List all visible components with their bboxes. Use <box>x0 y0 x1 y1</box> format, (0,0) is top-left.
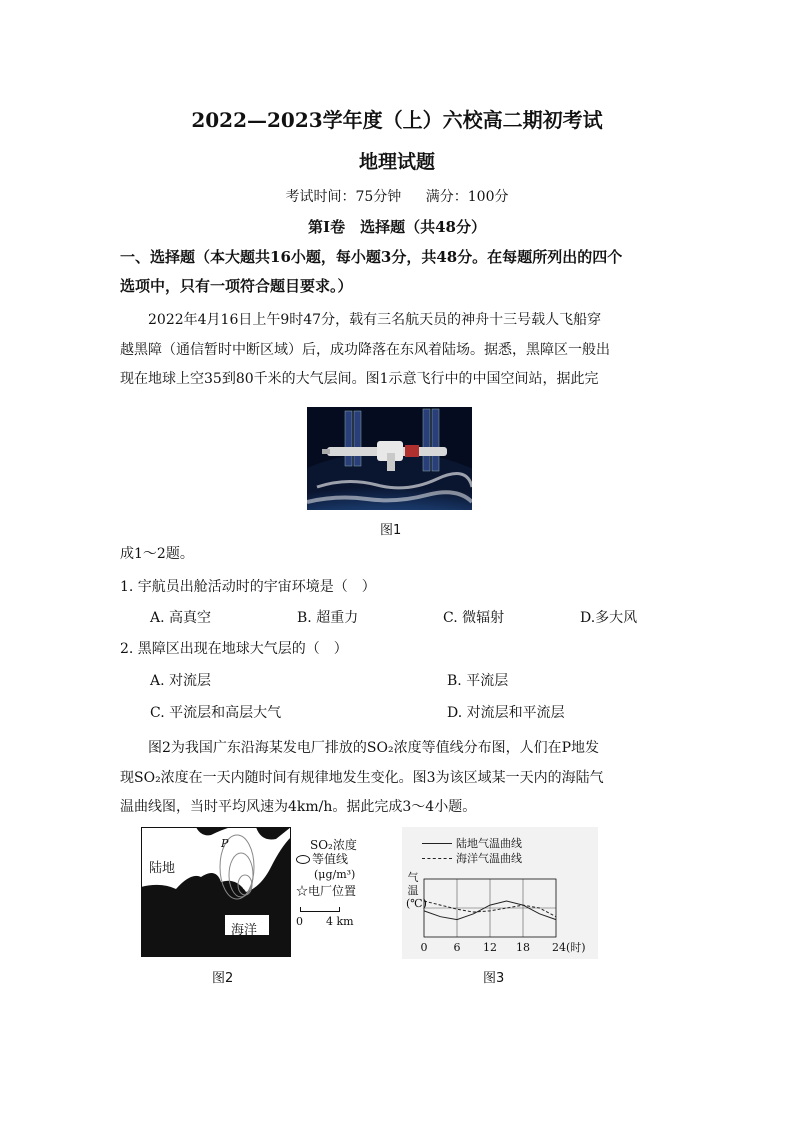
passage-1-line2: 越黑障（通信暂时中断区域）后，成功降落在东风着陆场。据悉，黑障区一般出 <box>120 341 610 358</box>
passage-1-continuation: 成1～2题。 <box>120 546 194 562</box>
svg-text:☆: ☆ <box>240 882 250 892</box>
exam-time: 考试时间：75分钟 <box>285 189 402 205</box>
scale-value: 4 km <box>326 915 354 928</box>
question-1-option-d: D.多大风 <box>580 610 638 626</box>
sea-label: 海洋 <box>231 923 258 938</box>
x-tick-label-4: 24(时) <box>552 941 586 954</box>
legend-sea-line <box>422 858 452 859</box>
figure-1-caption: 图1 <box>380 523 402 538</box>
scale-zero: 0 <box>296 915 303 928</box>
legend-so2: SO₂浓度 <box>310 838 357 852</box>
legend-isoline: 等值线 <box>312 852 349 866</box>
question-2-option-d: D. 对流层和平流层 <box>447 705 565 721</box>
exam-title: 2022—2023学年度（上）六校高二期初考试 <box>191 108 603 132</box>
passage-1-line1: 2022年4月16日上午9时47分，载有三名航天员的神舟十三号载人飞船穿 <box>148 312 602 328</box>
subject-title: 地理试题 <box>358 151 435 173</box>
section-heading-line2: 选项中，只有一项符合题目要求。） <box>120 277 353 295</box>
x-tick-label-3: 18 <box>516 941 530 954</box>
passage-2-line1: 图2为我国广东沿海某发电厂排放的SO₂浓度等值线分布图，人们在P地发 <box>148 740 600 756</box>
scale-bar <box>300 907 340 912</box>
question-2-option-c: C. 平流层和高层大气 <box>150 705 282 721</box>
question-1-option-b: B. 超重力 <box>297 610 359 626</box>
legend-unit: (μg/m³) <box>314 868 356 881</box>
passage-2 <box>120 734 676 823</box>
question-2-option-a: A. 对流层 <box>150 673 212 689</box>
passage-2-line2: 现SO₂浓度在一天内随时间有规律地发生变化。图3为该区域某一天内的海陆气 <box>120 769 604 786</box>
isoline-icon <box>296 855 310 864</box>
x-tick-label-0: 0 <box>420 941 428 954</box>
land-label: 陆地 <box>149 861 176 876</box>
passage-2-line3: 温曲线图，当时平均风速为4km/h。据此完成3～4小题。 <box>120 799 477 815</box>
question-2-option-b: B. 平流层 <box>447 673 509 689</box>
x-tick-label-2: 12 <box>483 941 497 954</box>
legend-land-label: 陆地气温曲线 <box>456 837 522 850</box>
y-axis-label: 气温(℃) <box>406 871 427 910</box>
question-1-option-a: A. 高真空 <box>150 610 212 626</box>
x-tick-label-1: 6 <box>453 941 461 954</box>
section-heading <box>120 243 680 301</box>
question-1-stem: 1. 宇航员出舱活动时的宇宙环境是（ ） <box>120 579 376 595</box>
passage-1 <box>120 306 676 395</box>
figure-3-caption: 图3 <box>483 971 505 986</box>
legend-plant: ☆电厂位置 <box>296 884 357 898</box>
exam-score: 满分：100分 <box>425 189 509 205</box>
figure-2-legend <box>292 827 402 957</box>
passage-1-line3: 现在地球上空35到80千米的大气层间。图1示意飞行中的中国空间站，据此完 <box>120 371 599 387</box>
legend-land-line <box>422 843 452 844</box>
legend-sea-label: 海洋气温曲线 <box>456 852 522 865</box>
temperature-chart <box>402 827 598 959</box>
part-heading: 第Ⅰ卷 选择题（共48分） <box>308 218 486 236</box>
section-heading-line1: 一、选择题（本大题共16小题，每小题3分，共48分。在每题所列出的四个 <box>120 248 623 266</box>
question-1-option-c: C. 微辐射 <box>443 610 505 626</box>
point-p-label: P <box>221 837 229 850</box>
figure-2-caption: 图2 <box>212 971 234 986</box>
so2-isoline-map <box>141 827 291 957</box>
exam-info <box>0 186 794 206</box>
question-2-stem: 2. 黑障区出现在地球大气层的（ ） <box>120 641 348 657</box>
space-station-photo <box>307 407 472 510</box>
